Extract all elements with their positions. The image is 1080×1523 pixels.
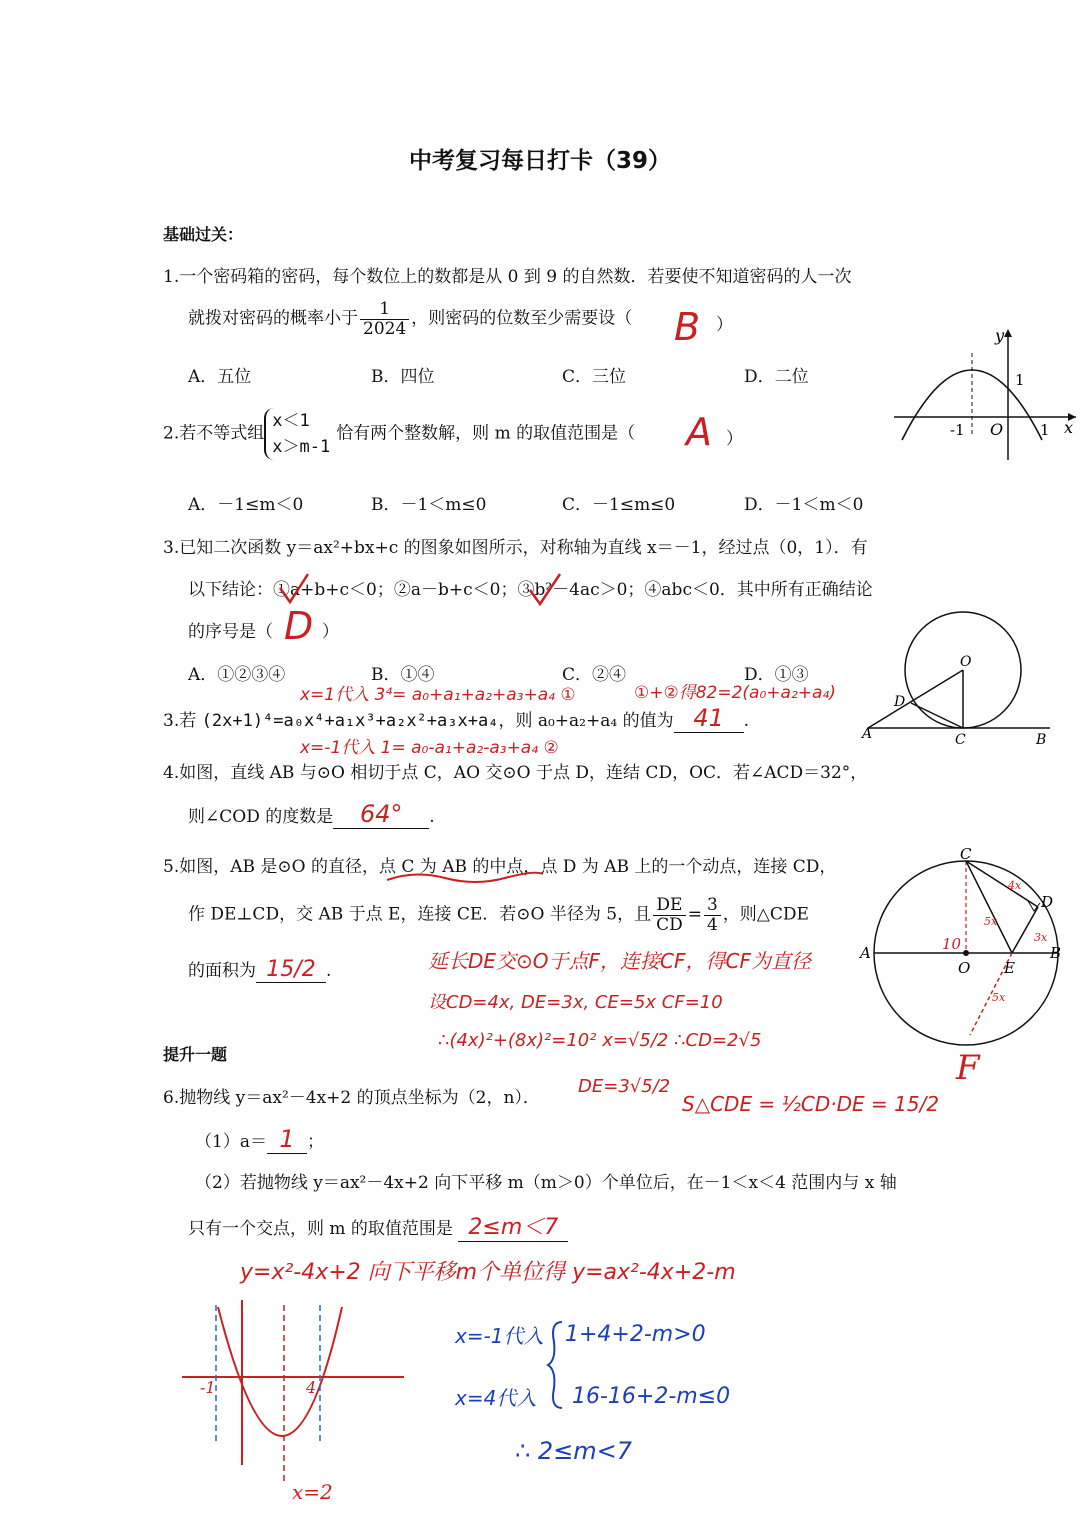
- fig5-E: E: [1004, 959, 1015, 977]
- q5-text-a: 作 DE⊥CD，交 AB 于点 E，连接 CE．若⊙O 半径为 5，且: [188, 904, 652, 925]
- q5-fraction2: [704, 896, 721, 934]
- fig5-A: A: [860, 944, 871, 962]
- q3b-end: .: [743, 711, 750, 731]
- q4-line2: [188, 800, 435, 829]
- q1-text-b: ，则密码的位数至少需要设（: [411, 308, 633, 329]
- fig4-D: D: [894, 694, 906, 710]
- section-advanced: 提升一题: [163, 1045, 228, 1064]
- q1-option-d: D．二位: [744, 367, 809, 387]
- q6-blue-brace: [546, 1320, 566, 1410]
- q1-answer: B: [674, 305, 701, 349]
- q6-p2-text: 只有一个交点，则 m 的取值范围是: [188, 1219, 453, 1239]
- q3b-note3: x=-1代入 1= a₀-a₁+a₂-a₃+a₄ ②: [300, 738, 559, 758]
- q6-p1-end: ；: [306, 1132, 324, 1152]
- q5-line1: 5.如图，AB 是⊙O 的直径，点 C 为 AB 的中点，点 D 为 AB 上的一个动点，连接 CD，: [163, 857, 837, 877]
- q6-graph-x2: x=2: [292, 1480, 333, 1504]
- q6-blue4: 16-16+2-m≤0: [572, 1384, 731, 1409]
- q3-line2: 以下结论：①a+b+c＜0；②a－b+c＜0；③b²－4ac＞0；④abc＜0．其中所有正确结论: [188, 580, 873, 600]
- q6-p1-answer: 1: [267, 1125, 307, 1154]
- q6-p2-answer: 2≤m＜7: [458, 1210, 568, 1242]
- fig3-x-label: x: [1064, 418, 1074, 437]
- q1-line1: 1.一个密码箱的密码，每个数位上的数都是从 0 到 9 的自然数．若要使不知道密码的人一次: [163, 267, 852, 287]
- q3b-line: [163, 704, 749, 733]
- q5-frac2-num: 3: [704, 896, 721, 916]
- q3-close: ）: [322, 622, 339, 642]
- check-icon: [530, 574, 560, 604]
- q1-option-a: A．五位: [188, 367, 252, 387]
- q4-text-a: 则∠COD 的度数是: [188, 807, 334, 827]
- q3b-note1: x=1代入 3⁴= a₀+a₁+a₂+a₃+a₄ ①: [300, 685, 576, 705]
- q1-close: ）: [716, 315, 733, 335]
- q2-close: ）: [726, 429, 743, 449]
- q2-ineq2: x＞m-1: [272, 437, 331, 457]
- q2-inequality-system: [264, 408, 336, 460]
- section-basic: 基础过关：: [163, 225, 244, 244]
- q6-blue5: ∴ 2≤m<7: [515, 1437, 633, 1465]
- fig5-5x-lower: 5x: [992, 991, 1006, 1004]
- q3-answer: D: [284, 604, 314, 648]
- q3-line1: 3.已知二次函数 y＝ax²+bx+c 的图象如图所示，对称轴为直线 x＝－1，经过点（0，1）．有: [163, 538, 868, 558]
- q2-text-b: 恰有两个整数解，则 m 的取值范围是（: [336, 423, 636, 444]
- q3b-text-b: ，则 a₀+a₂+a₄ 的值为: [498, 711, 674, 731]
- q4-line1: 4.如图，直线 AB 与⊙O 相切于点 C，AO 交⊙O 于点 D，连结 CD，OC．若∠ACD＝32°，: [163, 763, 868, 783]
- fig3-origin: O: [990, 420, 1004, 439]
- q3b-note2: ①+②得82=2(a₀+a₂+a₄): [634, 683, 836, 703]
- q6-graph-4: 4: [306, 1378, 317, 1397]
- q5-line2: [188, 896, 809, 934]
- fig3-y-label: y: [995, 326, 1005, 345]
- figure-inscribed-triangle: [858, 845, 1078, 1088]
- q6-line1: 6.抛物线 y＝ax²－4x+2 的顶点坐标为（2，n）．: [163, 1088, 540, 1108]
- q2-option-a: A．－1≤m＜0: [188, 495, 304, 515]
- q4-answer: 64°: [333, 800, 429, 829]
- q6-blue2: 1+4+2-m>0: [565, 1322, 706, 1347]
- q2-option-d: D．－1＜m＜0: [744, 495, 864, 515]
- q6-part2-line2: [188, 1210, 568, 1242]
- q6-note1: y=x²-4x+2 向下平移m个单位得 y=ax²-4x+2-m: [240, 1260, 736, 1285]
- q1-option-b: B．四位: [371, 367, 435, 387]
- q1-frac-num: 1: [360, 300, 409, 320]
- q5-line3: [188, 956, 331, 983]
- q5-frac1-den: CD: [656, 914, 683, 935]
- fig3-y1: 1: [1015, 371, 1025, 389]
- fig5-D: D: [1041, 893, 1054, 911]
- q3-option-b: B．①④: [371, 665, 435, 685]
- page-title: 中考复习每日打卡（39）: [408, 148, 671, 174]
- fig5-5x: 5x: [984, 915, 998, 928]
- fig4-B: B: [1036, 732, 1047, 748]
- fig4-O: O: [960, 654, 972, 670]
- q2-line: [163, 408, 635, 460]
- fig5-F: F: [956, 1048, 980, 1088]
- q5-note1: 延长DE交⊙O于点F，连接CF，得CF为直径: [428, 949, 811, 973]
- figure-q6-graph: [180, 1295, 410, 1510]
- q3b-text-a: 3.若: [163, 711, 197, 731]
- q6-graph-neg1: -1: [200, 1378, 216, 1397]
- q5-frac1-num: DE: [653, 896, 686, 916]
- q6-p1-text: （1）a＝: [195, 1132, 267, 1152]
- q2-answer: A: [686, 410, 712, 454]
- fig5-B: B: [1050, 944, 1062, 962]
- fig5-10: 10: [942, 935, 962, 953]
- q5-note5: S△CDE = ½CD·DE = 15/2: [682, 1092, 940, 1116]
- q1-fraction: [360, 300, 409, 338]
- fig5-C: C: [960, 845, 972, 863]
- q5-eq: =: [687, 904, 702, 925]
- fig4-A: A: [862, 726, 873, 742]
- q3b-answer: 41: [674, 704, 744, 733]
- fig3-x1: 1: [1040, 421, 1050, 439]
- q1-text-a: 就拨对密码的概率小于: [188, 308, 358, 329]
- q3-option-d: D．①③: [744, 665, 809, 685]
- q3-checkmarks: [278, 570, 568, 610]
- q3-line3: 的序号是（: [188, 622, 273, 642]
- q6-blue3: x=4代入: [455, 1386, 537, 1410]
- q2-ineq1: x＜1: [272, 411, 310, 431]
- q5-note2: 设CD=4x, DE=3x, CE=5x CF=10: [428, 992, 723, 1013]
- q3-option-a: A．①②③④: [188, 665, 286, 685]
- q5-note3: ∴(4x)²+(8x)²=10² x=√5/2 ∴CD=2√5: [438, 1030, 762, 1051]
- q2-text-a: 2.若不等式组: [163, 423, 265, 444]
- q6-part2-line1: （2）若抛物线 y＝ax²－4x+2 向下平移 m（m＞0）个单位后，在－1＜x＜4 范围内与 x 轴: [195, 1173, 897, 1193]
- q5-fraction1: [653, 896, 686, 934]
- q1-frac-den: 2024: [363, 318, 407, 339]
- q5-frac2-den: 4: [706, 914, 718, 935]
- q5-answer: 15/2: [256, 957, 326, 983]
- q4-end: .: [429, 807, 435, 827]
- q2-option-c: C．－1≤m≤0: [562, 495, 676, 515]
- q6-part1: [195, 1125, 324, 1154]
- fig5-3x: 3x: [1034, 931, 1048, 944]
- figure-parabola: [890, 325, 1080, 465]
- figure-tangent-circle: [858, 600, 1058, 750]
- fig4-C: C: [955, 732, 966, 748]
- q6-blue1: x=-1代入: [455, 1324, 544, 1348]
- q5-note4: DE=3√5/2: [578, 1076, 671, 1097]
- q3-option-c: C．②④: [562, 665, 627, 685]
- q5-underline-mark: [385, 868, 545, 890]
- fig3-neg1: -1: [950, 421, 965, 439]
- q5-text-c: 的面积为: [188, 961, 256, 981]
- fig5-O: O: [958, 959, 971, 977]
- q1-line2: [188, 300, 632, 338]
- q3b-expression: (2x+1)⁴=a₀x⁴+a₁x³+a₂x²+a₃x+a₄: [201, 711, 499, 731]
- fig5-4x: 4x: [1008, 879, 1022, 892]
- check-icon: [280, 574, 308, 602]
- q2-option-b: B．－1＜m≤0: [371, 495, 487, 515]
- q5-end: .: [326, 961, 332, 981]
- q5-text-b: ，则△CDE: [722, 904, 809, 925]
- q1-option-c: C．三位: [562, 367, 627, 387]
